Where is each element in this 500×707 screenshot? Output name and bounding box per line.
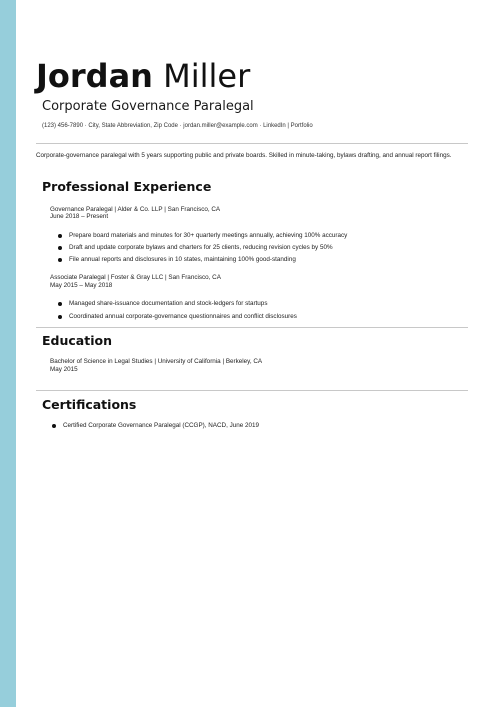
job-title: Corporate Governance Paralegal — [42, 99, 254, 114]
first-name: Jordan — [36, 57, 153, 95]
summary-paragraph: Corporate-governance paralegal with 5 years supporting public and private boards. Skilled in minute-taking, bylaws drafting, and annual report filings. — [36, 152, 452, 159]
experience-heading: Professional Experience — [42, 179, 212, 194]
bullet-text: File annual reports and disclosures in 10 states, maintaining 100% good-standing — [69, 256, 296, 263]
bullet-text: Prepare board materials and minutes for 30+ quarterly meetings annually, achieving 100% accuracy — [69, 232, 348, 239]
last-name: Miller — [163, 57, 251, 95]
divider-education — [36, 390, 468, 391]
bullet-text: Certified Corporate Governance Paralegal (CCGP), NACD, June 2019 — [63, 422, 259, 429]
bullet-dot — [58, 302, 62, 306]
bullet-dot — [52, 424, 56, 428]
accent-sidebar-bar — [0, 0, 16, 707]
education-degree-line: Bachelor of Science in Legal Studies | University of California | Berkeley, CA — [50, 358, 263, 365]
bullet-text: Coordinated annual corporate-governance questionnaires and conflict disclosures — [69, 313, 297, 320]
divider-experience — [36, 327, 468, 328]
job-1-title-line: Governance Paralegal | Alder & Co. LLP | San Francisco, CA — [50, 206, 221, 213]
candidate-name — [36, 56, 250, 96]
bullet-dot — [58, 246, 62, 250]
contact-line: (123) 456-7890 · City, State Abbreviation, Zip Code · jordan.miller@example.com · LinkedIn | Portfolio — [42, 123, 313, 129]
divider-top — [36, 143, 468, 144]
job-1-dates: June 2018 – Present — [50, 213, 109, 220]
education-heading: Education — [42, 333, 112, 348]
bullet-dot — [58, 234, 62, 238]
job-2-title-line: Associate Paralegal | Foster & Gray LLC | San Francisco, CA — [50, 274, 221, 281]
job-2-dates: May 2015 – May 2018 — [50, 282, 113, 289]
bullet-dot — [58, 315, 62, 319]
bullet-text: Managed share-issuance documentation and stock-ledgers for startups — [69, 300, 268, 307]
bullet-text: Draft and update corporate bylaws and charters for 25 clients, reducing revision cycles by 50% — [69, 244, 333, 251]
education-date: May 2015 — [50, 366, 78, 373]
certifications-heading: Certifications — [42, 397, 137, 412]
bullet-dot — [58, 258, 62, 262]
